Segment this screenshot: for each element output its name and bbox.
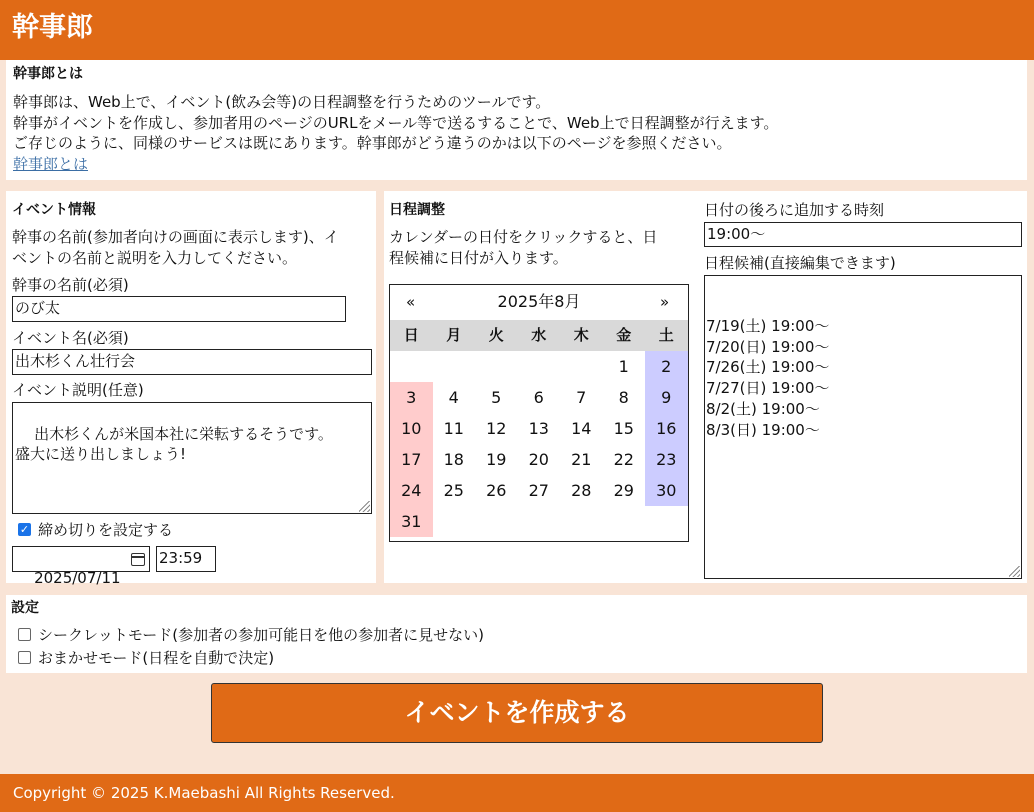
weekday-header: 土 [645,320,688,351]
time-label: 日付の後ろに追加する時刻 [704,201,885,219]
copyright: Copyright © 2025 K.Maebashi All Rights Reserved. [13,784,395,802]
event-desc-text: 出木杉くんが米国本社に栄転するそうです。 盛大に送り出しましょう! [15,425,333,463]
about-line-1: 幹事郎は、Web上で、イベント(飲み会等)の日程調整を行うためのツールです。 [13,93,551,111]
settings-heading: 設定 [11,600,39,616]
calendar-day[interactable]: 18 [443,450,464,469]
calendar-month: 2025年8月 [497,292,581,311]
app-title: 幹事郎 [12,12,93,43]
secret-mode-checkbox[interactable] [18,628,31,641]
header [0,0,1034,60]
candidate-line: 8/2(土) 19:00～ [706,399,820,418]
calendar-prev-button[interactable]: « [406,293,416,311]
calendar-day[interactable]: 16 [645,413,688,444]
calendar-day[interactable]: 22 [613,450,634,469]
calendar-day[interactable]: 3 [390,382,433,413]
calendar-day[interactable]: 12 [486,419,507,438]
calendar-day[interactable]: 24 [390,475,433,506]
schedule-heading: 日程調整 [389,202,445,218]
auto-mode-label: おまかせモード(日程を自動で決定) [38,649,275,667]
auto-mode-checkbox[interactable] [18,651,31,664]
candidates-textarea[interactable] [704,275,1022,579]
time-input[interactable]: 19:00～ [704,222,1022,247]
deadline-date-input[interactable] [12,546,150,587]
event-desc-textarea[interactable] [12,402,372,514]
calendar-day[interactable]: 10 [390,413,433,444]
candidate-line: 7/20(日) 19:00～ [706,337,830,356]
calendar-day[interactable]: 9 [645,382,688,413]
calendar-day[interactable]: 17 [390,444,433,475]
event-desc-line-1: 幹事の名前(参加者向けの画面に表示します)、イ [12,228,339,246]
calendar-day[interactable]: 2 [645,351,688,382]
calendar-day[interactable]: 19 [486,450,507,469]
calendar-day[interactable]: 29 [613,481,634,500]
settings-panel [6,595,1027,673]
calendar-day[interactable]: 25 [443,481,464,500]
weekday-header: 金 [603,320,646,351]
about-heading: 幹事郎とは [13,66,83,82]
about-line-3: ご存じのように、同様のサービスは既にあります。幹事郎がどう違うのかは以下のページを参照ください。 [13,134,732,152]
candidates-label: 日程候補(直接編集できます) [704,254,896,272]
event-info-panel [6,191,376,587]
candidate-line: 8/3(日) 19:00～ [706,420,820,439]
resize-grip-icon[interactable] [359,501,370,512]
calendar-day[interactable]: 28 [571,481,592,500]
weekday-header: 火 [475,320,518,351]
calendar-day[interactable]: 23 [645,444,688,475]
calendar-day[interactable]: 15 [613,419,634,438]
event-heading: イベント情報 [12,202,96,218]
calendar-day[interactable]: 21 [571,450,592,469]
create-event-button[interactable]: イベントを作成する [211,683,823,743]
candidate-line: 7/26(土) 19:00～ [706,358,830,377]
weekday-header: 水 [518,320,561,351]
calendar-day[interactable]: 20 [528,450,549,469]
weekday-header: 月 [433,320,476,351]
calendar-day[interactable]: 4 [448,388,459,407]
event-name-label: イベント名(必須) [12,329,129,347]
calendar-day[interactable]: 14 [571,419,592,438]
deadline-time-input[interactable]: 23:59 [156,546,216,572]
deadline-label: 締め切りを設定する [38,521,174,539]
calendar-day[interactable]: 26 [486,481,507,500]
deadline-date-value: 2025/07/11 [34,569,121,587]
calendar-day[interactable]: 27 [528,481,549,500]
about-panel [6,60,1027,180]
about-line-2: 幹事がイベントを作成し、参加者用のページのURLをメール等で送るすることで、Web上で日程調整が行えます。 [13,113,779,132]
candidate-line: 7/19(土) 19:00～ [706,317,830,335]
calendar-next-button[interactable]: » [660,293,670,311]
calendar-day[interactable]: 1 [618,357,629,376]
weekday-header: 日 [390,320,433,351]
calendar-day[interactable]: 30 [645,475,688,506]
weekday-header: 木 [560,320,603,351]
resize-grip-icon[interactable] [1009,566,1020,577]
calendar-day[interactable]: 13 [528,419,549,438]
calendar [389,284,689,542]
organizer-label: 幹事の名前(必須) [12,276,129,294]
event-desc-line-2: ベントの名前と説明を入力してください。 [12,248,298,267]
calendar-picker-icon[interactable] [131,553,145,566]
footer [0,774,1034,812]
deadline-checkbox[interactable]: ✓ [19,523,30,536]
schedule-panel [384,191,1027,583]
calendar-day[interactable]: 7 [576,388,587,407]
calendar-day[interactable]: 8 [618,388,629,407]
schedule-desc-line-1: カレンダーの日付をクリックすると、日 [389,228,658,246]
event-name-input[interactable]: 出木杉くん壮行会 [12,349,372,375]
secret-mode-label: シークレットモード(参加者の参加可能日を他の参加者に見せない) [38,626,484,644]
calendar-day[interactable]: 11 [443,419,464,438]
organizer-input[interactable]: のび太 [12,296,346,322]
schedule-desc-line-2: 程候補に日付が入ります。 [389,248,568,267]
about-link[interactable]: 幹事郎とは [13,154,89,173]
event-desc-label: イベント説明(任意) [12,381,144,399]
calendar-day[interactable]: 5 [491,388,502,407]
calendar-day[interactable]: 6 [533,388,544,407]
calendar-day[interactable]: 31 [390,506,433,537]
candidate-line: 7/27(日) 19:00～ [706,379,830,398]
